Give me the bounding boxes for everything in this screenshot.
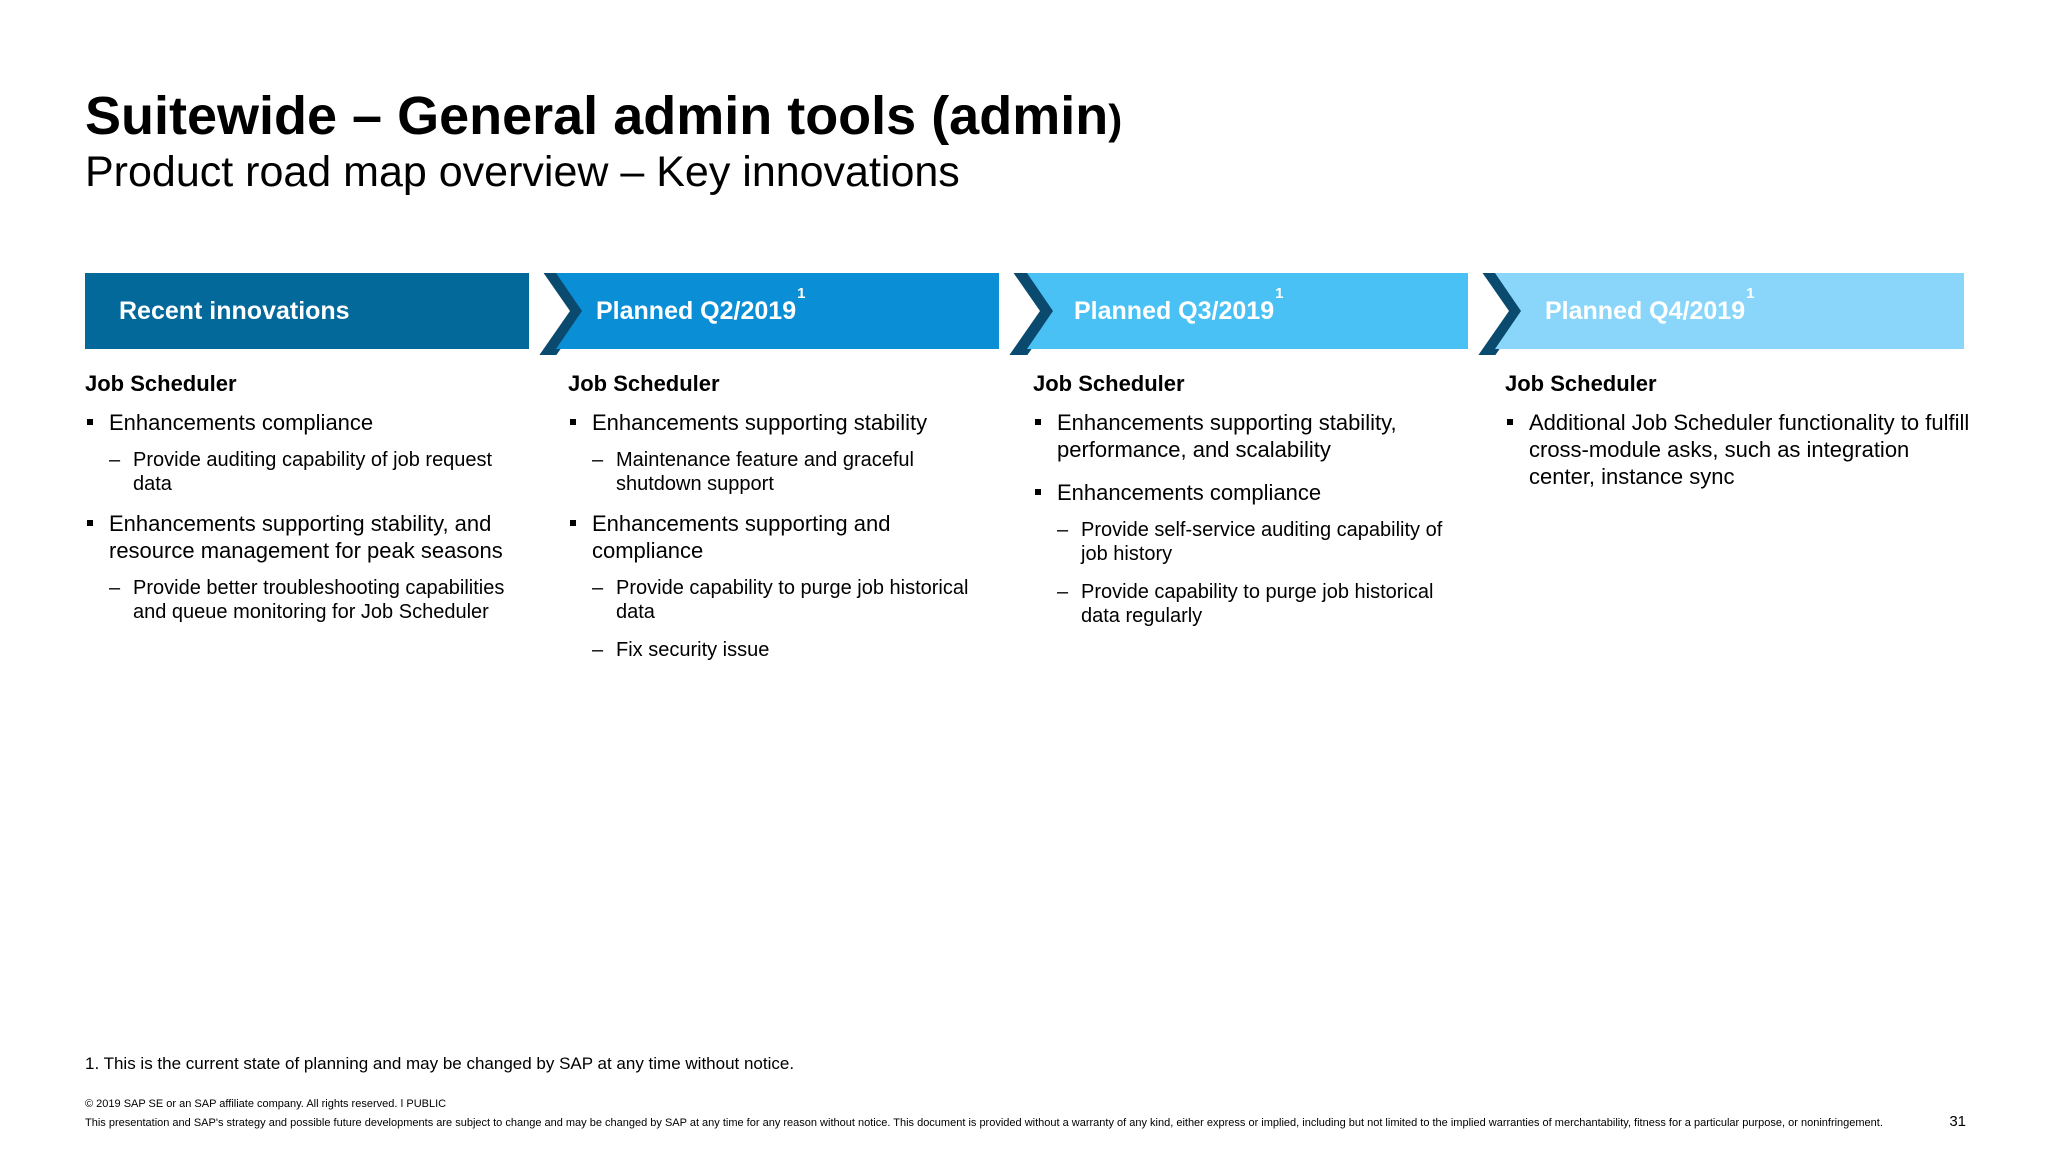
sub-item bbox=[85, 448, 525, 496]
sub-item-text: Provide capability to purge job historical data regularly bbox=[1081, 581, 1434, 627]
phase-label-text: Recent innovations bbox=[119, 297, 350, 325]
copyright-notice: © 2019 SAP SE or an SAP affiliate company. All rights reserved. ǀ PUBLIC bbox=[85, 1098, 447, 1110]
slide-subtitle: Product road map overview – Key innovations bbox=[85, 148, 960, 196]
sub-item bbox=[568, 576, 998, 624]
footnote: 1. This is the current state of planning and may be changed by SAP at any time without notice. bbox=[85, 1054, 795, 1073]
bullet-text: Enhancements supporting stability, and resource management for peak seasons bbox=[109, 511, 503, 563]
bullet-item bbox=[1033, 479, 1463, 506]
sub-list bbox=[85, 576, 525, 624]
slide-title-text: Suitewide – General admin tools (admin bbox=[85, 86, 1109, 146]
sub-list bbox=[568, 448, 998, 496]
slide-title bbox=[85, 84, 1122, 152]
page-number: 31 bbox=[1949, 1113, 1966, 1130]
bullet-item bbox=[85, 409, 525, 436]
bullet-item bbox=[1033, 409, 1463, 463]
phase-label-q2 bbox=[596, 273, 805, 349]
sub-list bbox=[1033, 518, 1463, 628]
bullet-text: Enhancements supporting and compliance bbox=[592, 511, 891, 563]
bullet-item bbox=[1505, 409, 1975, 490]
column-heading: Job Scheduler bbox=[85, 371, 237, 396]
sub-item-text: Provide self-service auditing capability of job history bbox=[1081, 519, 1443, 565]
footnote-marker: 1 bbox=[797, 285, 806, 302]
bullet-text: Enhancements supporting stability bbox=[592, 410, 928, 435]
column-q3 bbox=[1033, 370, 1463, 642]
sub-item bbox=[1033, 518, 1463, 566]
footnote-marker: 1 bbox=[1746, 285, 1755, 302]
sub-item bbox=[85, 576, 525, 624]
legal-disclaimer: This presentation and SAP's strategy and possible future developments are subject to change and may be changed by SAP at any time for any reason without notice. This document is provided without a warranty of any kind, either express or implied, including but not limited to the implied warranties of merchantability, fitness for a particular purpose, or noninfringement. bbox=[85, 1117, 1883, 1129]
phase-label-recent bbox=[119, 273, 350, 349]
sub-item-text: Fix security issue bbox=[616, 639, 770, 661]
footnote-marker: 1 bbox=[1275, 285, 1284, 302]
sub-item bbox=[568, 638, 998, 662]
phase-label-text: Planned Q3/2019 bbox=[1074, 297, 1275, 325]
bullet-text: Enhancements compliance bbox=[1057, 480, 1322, 505]
sub-item-text: Provide auditing capability of job request data bbox=[133, 449, 493, 495]
sub-item bbox=[1033, 580, 1463, 628]
phase-label-text: Planned Q2/2019 bbox=[596, 297, 797, 325]
bullet-item bbox=[85, 510, 525, 564]
bullet-text: Enhancements compliance bbox=[109, 410, 374, 435]
phase-label-q4 bbox=[1545, 273, 1754, 349]
bullet-item bbox=[568, 409, 998, 436]
bullet-item bbox=[568, 510, 998, 564]
sub-item bbox=[568, 448, 998, 496]
sub-list bbox=[85, 448, 525, 496]
sub-item-text: Maintenance feature and graceful shutdown support bbox=[616, 449, 914, 495]
sub-item-text: Provide better troubleshooting capabilities and queue monitoring for Job Scheduler bbox=[133, 577, 505, 623]
column-q4 bbox=[1505, 370, 1975, 506]
column-heading: Job Scheduler bbox=[1033, 371, 1185, 396]
bullet-text: Additional Job Scheduler functionality to fulfill cross-module asks, such as integration center, instance sync bbox=[1529, 410, 1970, 489]
phase-label-text: Planned Q4/2019 bbox=[1545, 297, 1746, 325]
phase-label-q3 bbox=[1074, 273, 1283, 349]
slide-title-paren: ) bbox=[1108, 96, 1123, 143]
bullet-text: Enhancements supporting stability, performance, and scalability bbox=[1057, 410, 1397, 462]
column-heading: Job Scheduler bbox=[1505, 371, 1657, 396]
column-recent bbox=[85, 370, 525, 638]
column-q2 bbox=[568, 370, 998, 676]
sub-list bbox=[568, 576, 998, 662]
sub-item-text: Provide capability to purge job historical data bbox=[616, 577, 969, 623]
column-heading: Job Scheduler bbox=[568, 371, 720, 396]
